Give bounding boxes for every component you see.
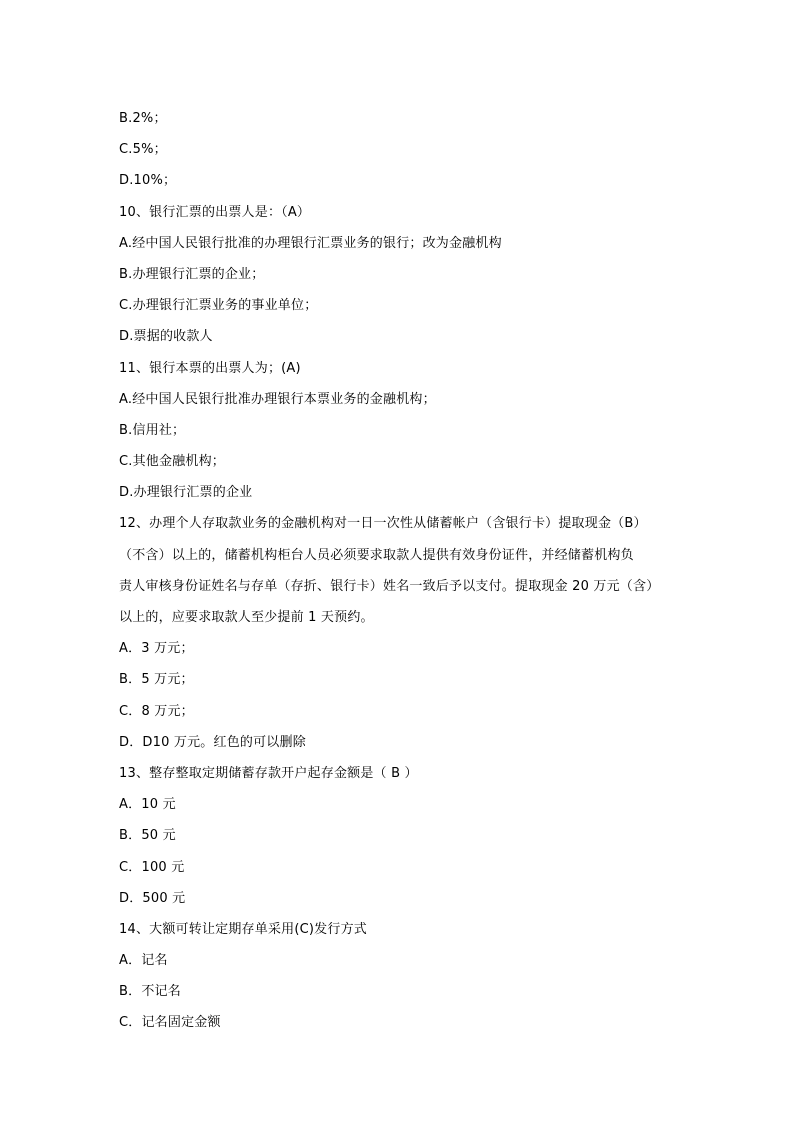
question-12: 12、办理个人存取款业务的金融机构对一日一次性从储蓄帐户（含银行卡）提取现金（B） (119, 516, 647, 532)
text-line: A．记名 (119, 953, 168, 969)
text-line: 责人审核身份证姓名与存单（存折、银行卡）姓名一致后予以支付。提取现金 20 万元（含） (119, 578, 660, 594)
text-line: D．500 元 (119, 890, 186, 906)
text-line: D.10%； (119, 173, 177, 189)
text-line: A.经中国人民银行批准办理银行本票业务的金融机构； (119, 391, 436, 407)
text-line: A.经中国人民银行批准的办理银行汇票业务的银行；改为金融机构 (119, 235, 502, 251)
question-11: 11、银行本票的出票人为；(A) (119, 360, 301, 376)
text-line: C．8 万元； (119, 703, 194, 719)
question-13: 13、整存整取定期储蓄存款开户起存金额是（ B ） (119, 765, 418, 781)
text-line: A．3 万元； (119, 641, 194, 657)
text-line: C．记名固定金额 (119, 1015, 221, 1031)
document-body (119, 103, 679, 1039)
text-line: （不含）以上的，储蓄机构柜台人员必须要求取款人提供有效身份证件，并经储蓄机构负 (119, 547, 634, 563)
text-line: C.其他金融机构； (119, 454, 226, 470)
text-line: B．不记名 (119, 984, 181, 1000)
text-line: B．5 万元； (119, 672, 194, 688)
text-line: C．100 元 (119, 859, 185, 875)
text-line: 以上的，应要求取款人至少提前 1 天预约。 (119, 610, 374, 625)
text-line: C.办理银行汇票业务的事业单位； (119, 298, 318, 314)
text-line: A．10 元 (119, 797, 176, 813)
text-line: B.2%； (119, 111, 167, 126)
text-line: B.信用社； (119, 422, 186, 438)
text-line: B.办理银行汇票的企业； (119, 266, 265, 282)
text-line: D.票据的收款人 (119, 329, 213, 345)
text-line: D．D10 万元。红色的可以删除 (119, 734, 306, 750)
question-10: 10、银行汇票的出票人是：（A） (119, 204, 311, 220)
question-14: 14、大额可转让定期存单采用(C)发行方式 (119, 921, 367, 937)
text-line: C.5%； (119, 142, 167, 158)
text-line: B．50 元 (119, 828, 176, 844)
text-line: D.办理银行汇票的企业 (119, 485, 253, 501)
